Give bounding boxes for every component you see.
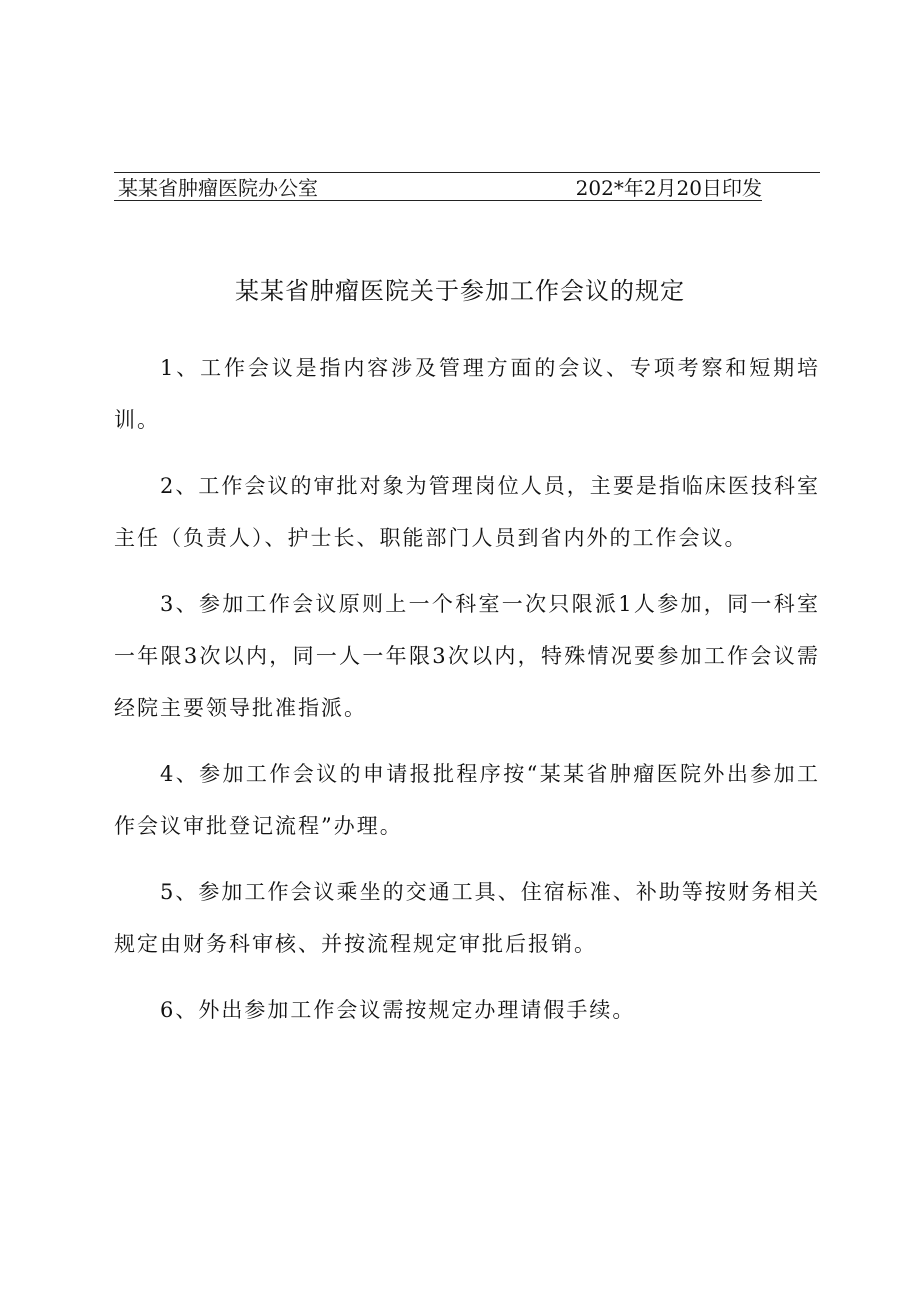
paragraph-5: 5、参加工作会议乘坐的交通工具、住宿标准、补助等按财务相关规定由财务科审核、并按流程规定审批后报销。 <box>114 880 820 956</box>
issue-info-line <box>114 175 762 201</box>
paragraph-3: 3、参加工作会议原则上一个科室一次只限派1人参加，同一科室一年限3次以内，同一人一年限3次以内，特殊情况要参加工作会议需经院主要领导批准指派。 <box>114 592 820 720</box>
paragraph-1: 1、工作会议是指内容涉及管理方面的会议、专项考察和短期培训。 <box>114 356 820 432</box>
issue-date: 202*年2月20日印发 <box>575 176 762 200</box>
paragraph-2: 2、工作会议的审批对象为管理岗位人员，主要是指临床医技科室主任（负责人）、护士长、职能部门人员到省内外的工作会议。 <box>114 474 820 550</box>
issue-info-bar <box>114 172 820 203</box>
document-title: 某某省肿瘤医院关于参加工作会议的规定 <box>235 277 685 305</box>
issuer-name: 某某省肿瘤医院办公室 <box>118 176 318 200</box>
document-body <box>114 342 820 1050</box>
paragraph-6: 6、外出参加工作会议需按规定办理请假手续。 <box>160 998 636 1022</box>
paragraph-4: 4、参加工作会议的申请报批程序按“某某省肿瘤医院外出参加工作会议审批登记流程”办理。 <box>114 762 820 838</box>
